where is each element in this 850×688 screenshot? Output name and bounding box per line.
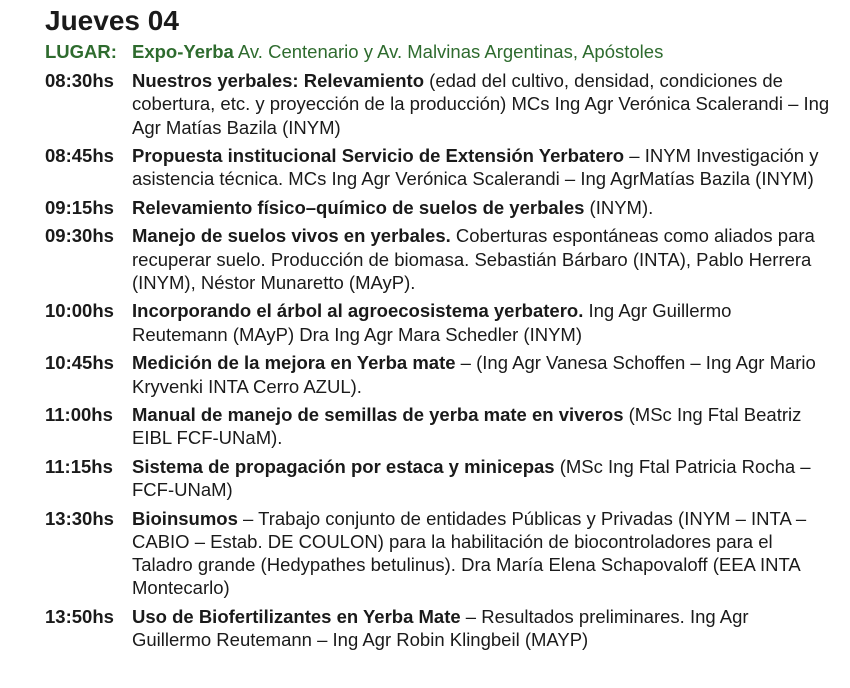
schedule-list [45, 69, 830, 652]
schedule-description [132, 224, 830, 294]
schedule-title: Relevamiento físico–químico de suelos de yerbales [132, 196, 585, 218]
schedule-item [45, 403, 830, 450]
schedule-title: Manejo de suelos vivos en yerbales. [132, 225, 451, 247]
schedule-description [132, 403, 830, 450]
schedule-details: – Resultados preliminares. Ing Agr Guillermo Reutemann – Ing Agr Robin Klingbeil (MAYP) [132, 605, 749, 651]
schedule-details: (edad del cultivo, densidad, condiciones de cobertura, etc. y proyección de la producción) MCs Ing Agr Verónica Scalerandi – Ing Agr Matías Bazila (INYM) [132, 70, 830, 138]
schedule-details: Coberturas espontáneas como aliados para recuperar suelo. Producción de biomasa. Sebastián Bárbaro (INTA), Pablo Herrera (INYM), Néstor Munaretto (MAyP). [132, 225, 815, 293]
schedule-title: Bioinsumos [132, 507, 238, 529]
location-line [45, 40, 830, 68]
schedule-title: Nuestros yerbales: Relevamiento [132, 70, 425, 91]
schedule-time: 08:45hs [45, 145, 114, 167]
schedule-item [45, 224, 830, 294]
schedule-title: Incorporando el árbol al agroecosistema yerbatero. [132, 300, 584, 322]
schedule-description [132, 507, 830, 600]
schedule-description [132, 455, 830, 502]
schedule-time: 13:50hs [45, 605, 114, 627]
schedule-description [132, 144, 830, 191]
schedule-time: 08:30hs [45, 70, 114, 91]
schedule-description [132, 196, 830, 219]
schedule-title: Uso de Biofertilizantes en Yerba Mate [132, 605, 461, 627]
schedule-description [132, 605, 830, 652]
schedule-item [45, 144, 830, 191]
schedule-details: Ing Agr Guillermo Reutemann (MAyP) Dra Ing Agr Mara Schedler (INYM) [132, 300, 732, 345]
schedule-time: 13:30hs [45, 507, 114, 529]
schedule-time: 09:15hs [45, 196, 114, 218]
day-title: Jueves 04 [45, 5, 179, 36]
schedule-title: Sistema de propagación por estaca y minicepas [132, 455, 555, 477]
schedule-item [45, 351, 830, 398]
schedule-description [132, 69, 830, 139]
schedule-title: Propuesta institucional Servicio de Extensión Yerbatero [132, 145, 625, 167]
schedule-description [132, 351, 830, 398]
schedule-item [45, 299, 830, 346]
schedule-details: (INYM). [584, 196, 654, 218]
schedule-item [45, 455, 830, 502]
schedule-details: – (Ing Agr Vanesa Schoffen – Ing Agr Mario Kryvenki INTA Cerro AZUL). [132, 352, 816, 397]
location-address: Av. Centenario y Av. Malvinas Argentinas, Apóstoles [233, 41, 664, 62]
schedule-item [45, 507, 830, 600]
schedule-item [45, 196, 830, 219]
schedule-description [132, 299, 830, 346]
schedule-details: – INYM Investigación y asistencia técnica. MCs Ing Agr Verónica Scalerandi – Ing AgrMatías Bazila (INYM) [132, 145, 819, 190]
schedule-time: 11:15hs [45, 455, 113, 477]
schedule-title: Medición de la mejora en Yerba mate [132, 352, 456, 374]
schedule-title: Manual de manejo de semillas de yerba mate en viveros [132, 403, 624, 425]
schedule-item [45, 69, 830, 139]
schedule-details: – Trabajo conjunto de entidades Públicas y Privadas (INYM – INTA – CABIO – Estab. DE COULON) para la habilitación de biocontroladores para el Taladro grande (Hedypathes betulinus). Dra María Elena Schapovaloff (EEA INTA Montecarlo) [132, 507, 807, 599]
schedule-details: (MSc Ing Ftal Patricia Rocha – FCF-UNaM) [132, 455, 811, 501]
schedule-details: (MSc Ing Ftal Beatriz EIBL FCF-UNaM). [132, 403, 802, 449]
schedule-time: 09:30hs [45, 225, 114, 247]
schedule-time: 11:00hs [45, 403, 113, 425]
location-venue: Expo-Yerba [132, 41, 234, 62]
location-label: LUGAR: [45, 41, 117, 62]
schedule-item [45, 605, 830, 652]
schedule-time: 10:45hs [45, 352, 114, 374]
schedule-time: 10:00hs [45, 300, 114, 322]
